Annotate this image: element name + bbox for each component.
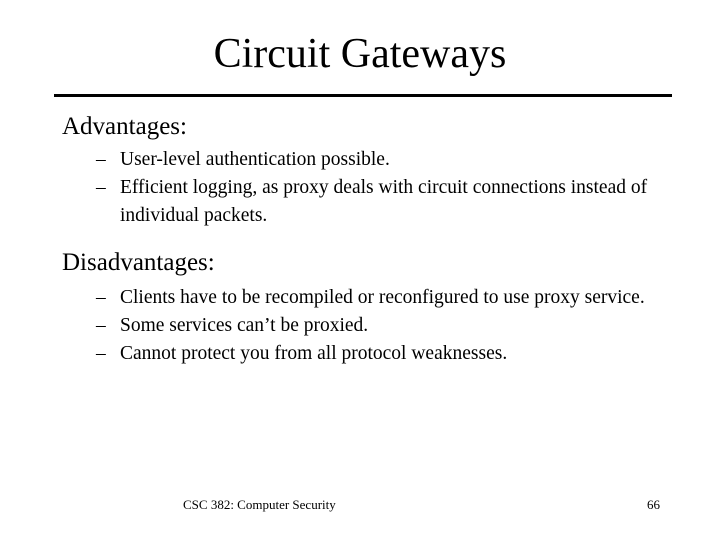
disadvantage-item: [96, 312, 676, 340]
advantage-text: User-level authentication possible.: [120, 149, 390, 170]
advantages-heading: Advantages:: [62, 113, 187, 140]
disadvantages-heading: Disadvantages:: [62, 249, 215, 276]
advantages-list: [96, 146, 676, 230]
footer-course-label: CSC 382: Computer Security: [183, 497, 336, 512]
advantage-text: Efficient logging, as proxy deals with circuit connections instead of individual packets.: [120, 177, 648, 226]
bullet-dash: –: [96, 315, 106, 336]
advantage-item: [96, 146, 676, 174]
title-divider: [54, 94, 672, 97]
advantage-item: [96, 174, 676, 230]
disadvantage-item: [96, 284, 676, 312]
disadvantage-text: Cannot protect you from all protocol weaknesses.: [120, 343, 508, 364]
disadvantage-text: Some services can’t be proxied.: [120, 315, 369, 336]
bullet-dash: –: [96, 177, 106, 198]
disadvantages-list: [96, 284, 676, 368]
disadvantage-text: Clients have to be recompiled or reconfigured to use proxy service.: [120, 287, 645, 308]
bullet-dash: –: [96, 149, 106, 170]
bullet-dash: –: [96, 343, 106, 364]
disadvantage-item: [96, 340, 676, 368]
bullet-dash: –: [96, 287, 106, 308]
slide-title: Circuit Gateways: [213, 31, 507, 77]
page-number: 66: [647, 497, 660, 512]
